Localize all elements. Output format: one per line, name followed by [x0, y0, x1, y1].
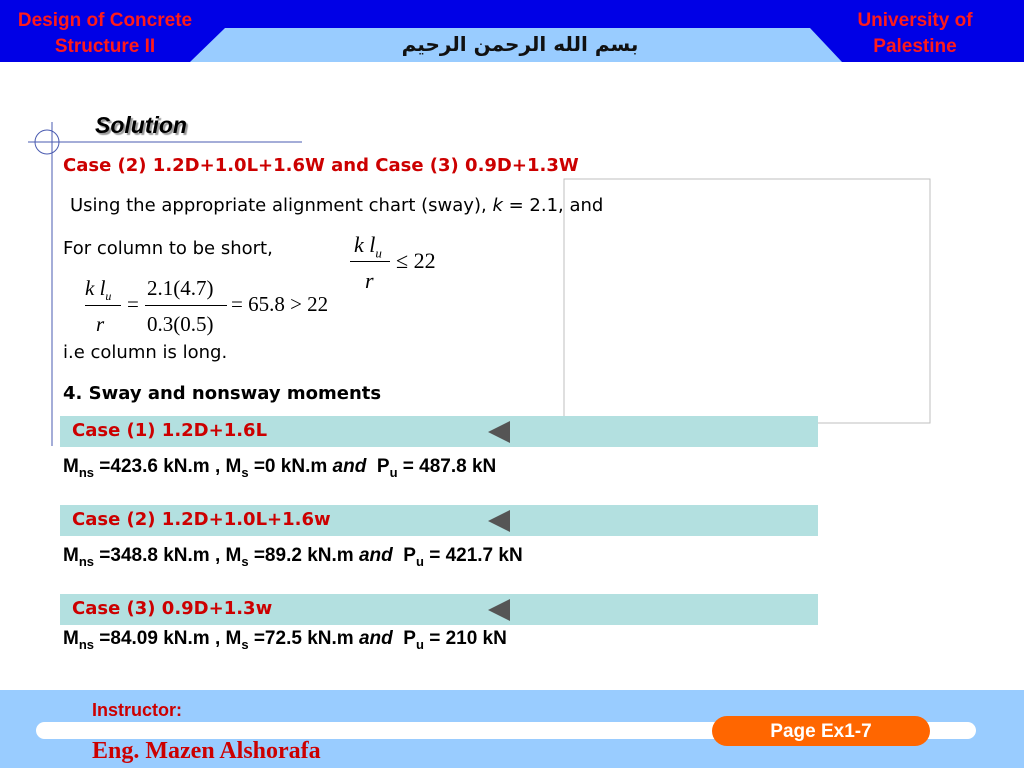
pu-value: = 210 kN [423, 628, 507, 649]
mns-value: =423.6 kN.m , [99, 456, 226, 477]
f1-sub: u [375, 245, 382, 261]
s-sub: s [241, 464, 249, 480]
u-sub: u [389, 464, 398, 480]
long-column-text: i.e column is long. [63, 342, 228, 363]
p-symbol: P [376, 456, 390, 477]
f2-k: k [85, 276, 95, 300]
f2-eq: = [127, 292, 139, 316]
ns-sub: ns [78, 464, 94, 480]
solution-heading: Solution [95, 112, 187, 138]
university-line1: University of [857, 10, 973, 31]
s-sub: s [241, 553, 249, 569]
f2-den2: 0.3(0.5) [147, 312, 214, 336]
case-3-bar[interactable] [60, 594, 818, 625]
back-arrow-icon[interactable] [488, 599, 510, 621]
page-number-badge: Page Ex1-7 [712, 716, 930, 746]
u-sub: u [415, 553, 424, 569]
f1-l: l [369, 232, 376, 257]
m-symbol: M [63, 456, 79, 477]
basmala: بسم الله الرحمن الرحيم [401, 32, 639, 56]
ms-value: =0 kN.m [248, 456, 333, 477]
pu-value: = 421.7 kN [423, 545, 523, 566]
f2-rhs: = 65.8 > 22 [231, 292, 329, 316]
pu-value: = 487.8 kN [397, 456, 497, 477]
and-word: and [358, 628, 393, 649]
f2-num2: 2.1(4.7) [147, 276, 214, 300]
sway-k: k [492, 195, 503, 216]
case-title: Case (2) 1.2D+1.0L+1.6W and Case (3) 0.9D+1.3W [63, 155, 579, 176]
case-1-label: Case (1) 1.2D+1.6L [72, 420, 268, 441]
case-2-label: Case (2) 1.2D+1.0L+1.6w [72, 509, 331, 530]
case-3-label: Case (3) 0.9D+1.3w [72, 598, 273, 619]
m-symbol: M [225, 456, 242, 477]
p-symbol: P [403, 545, 416, 566]
m-symbol: M [63, 545, 79, 566]
sway-sentence [70, 195, 603, 216]
course-title-line1: Design of Concrete [17, 10, 193, 31]
sway-text-post: = 2.1, and [502, 195, 604, 216]
case-3-results [63, 628, 507, 652]
mns-value: =348.8 kN.m , [94, 545, 226, 566]
case-1-bar[interactable] [60, 416, 818, 447]
sway-text-pre: Using the appropriate alignment chart (sway), [70, 195, 493, 216]
f1-den: r [365, 268, 374, 293]
instructor-label: Instructor: [92, 700, 182, 720]
back-arrow-icon[interactable] [488, 421, 510, 443]
ns-sub: ns [78, 553, 94, 569]
case-1-results [63, 456, 496, 480]
f1-rhs: ≤ 22 [396, 248, 436, 273]
university-line2: Palestine [873, 36, 957, 57]
section-heading: 4. Sway and nonsway moments [63, 383, 382, 404]
m-symbol: M [225, 545, 242, 566]
instructor-name: Eng. Mazen Alshorafa [92, 738, 321, 764]
f2-l: l [99, 276, 106, 300]
p-symbol: P [403, 628, 416, 649]
u-sub: u [415, 636, 424, 652]
f2-sub: u [105, 289, 112, 304]
back-arrow-icon[interactable] [488, 510, 510, 532]
course-title-line2: Structure II [54, 36, 156, 57]
f2-den: r [96, 312, 105, 336]
m-symbol: M [225, 628, 242, 649]
ns-sub: ns [78, 636, 94, 652]
and-word: and [332, 456, 367, 477]
ms-value: =89.2 kN.m [248, 545, 359, 566]
case-2-results [63, 545, 523, 569]
and-word: and [358, 545, 393, 566]
short-column-text: For column to be short, [63, 238, 273, 259]
m-symbol: M [63, 628, 79, 649]
case-2-bar[interactable] [60, 505, 818, 536]
s-sub: s [241, 636, 249, 652]
mns-value: =84.09 kN.m , [94, 628, 226, 649]
f1-k: k [354, 232, 364, 257]
ms-value: =72.5 kN.m [248, 628, 359, 649]
